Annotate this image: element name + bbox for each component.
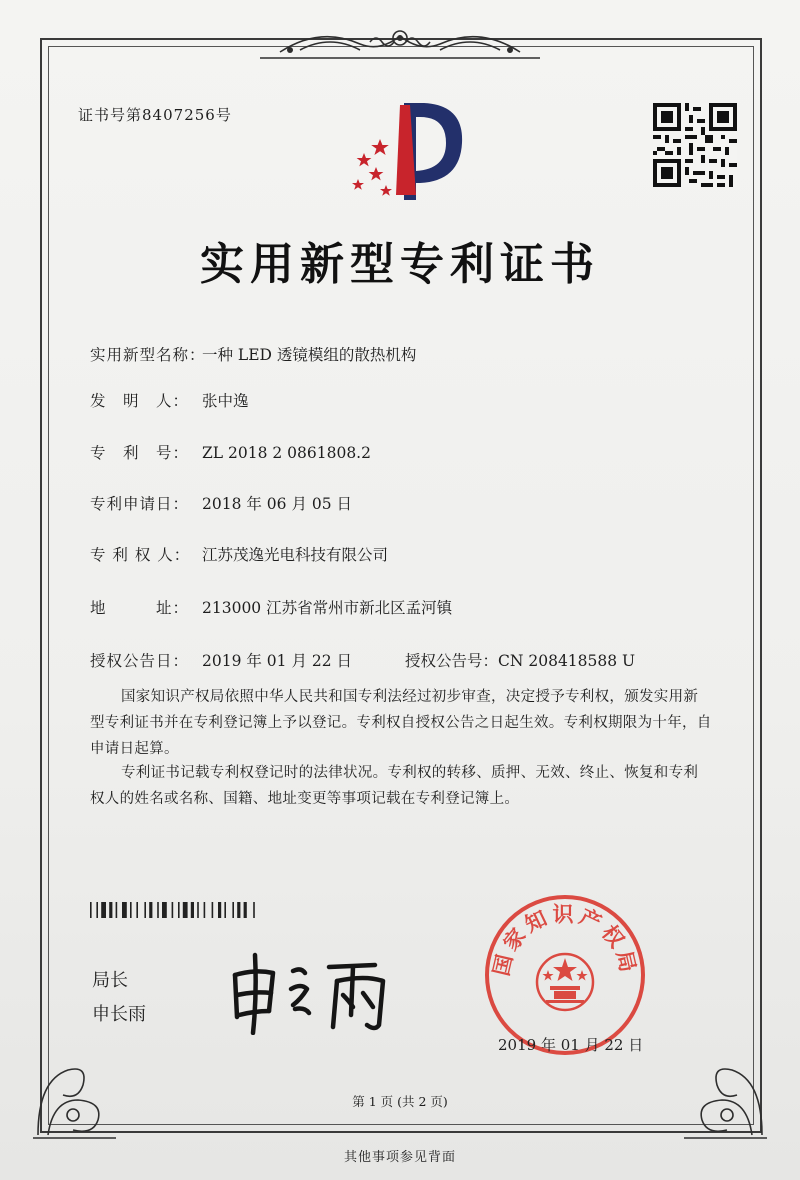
field-filing-date [90,492,352,514]
field-label: 专 利 权 人： [90,546,191,564]
certificate-title: 实用新型专利证书 [200,239,600,290]
field-value: 一种 LED 透镜模组的散热机构 [202,346,417,364]
certificate-number [78,104,232,125]
body-paragraph-2: 专利证书记载专利权登记时的法律状况。专利权的转移、质押、无效、终止、恢复和专利权人的姓名或名称、国籍、地址变更等事项记载在专利登记簿上。 [90,765,699,807]
bottom-right-ornament [682,1040,772,1140]
field-label: 专利申请日： [90,495,190,513]
field-label: 地 址： [90,599,190,617]
field-inventor [90,389,249,411]
field-value: 2019 年 01 月 22 日 [202,652,353,670]
field-grant-date [90,649,352,671]
field-patent-number [90,441,371,463]
svg-text:国家知识产权局: 国家知识产权局 [489,902,641,979]
bottom-left-ornament [28,1040,118,1140]
seal-date: 2019 年 01 月 22 日 [498,1036,644,1054]
certificate-number-value: 8407256 [142,106,216,124]
cnipa-emblem-icon [340,95,470,209]
field-value: 2018 年 06 月 05 日 [202,495,353,513]
field-utility-model-name [90,343,416,365]
field-address [90,596,452,618]
field-grant-number [405,649,635,671]
field-value: CN 208418588 U [498,652,636,670]
field-value: 江苏茂逸光电科技有限公司 [202,546,389,564]
director-signature-icon [225,945,415,1039]
barcode-icon [90,902,306,918]
page-number: 第 1 页 (共 2 页) [352,1094,448,1109]
field-label: 授权公告号： [405,652,499,670]
field-patentee [90,543,388,565]
certificate-number-label: 证书号第 [78,106,143,124]
qr-code-icon [653,103,737,187]
certificate-number-suffix: 号 [215,106,232,124]
footer-note: 其他事项参见背面 [343,1150,456,1165]
field-label: 发 明 人： [90,392,190,410]
top-ornament [260,22,540,62]
field-label: 实用新型名称： [90,346,206,364]
field-label: 授权公告日： [90,652,190,670]
director-name: 申长雨 [92,1004,146,1025]
field-value: 213000 江苏省常州市新北区孟河镇 [202,599,453,617]
body-paragraph-1: 国家知识产权局依照中华人民共和国专利法经过初步审查，决定授予专利权，颁发实用新型专利证书并在专利登记簿上予以登记。专利权自授权公告之日起生效。专利权期限为十年，自申请日起算。 [90,689,712,757]
director-title: 局长 [92,970,128,991]
field-value: ZL 2018 2 0861808.2 [202,444,371,462]
field-label: 专 利 号： [90,444,190,462]
field-value: 张中逸 [202,392,249,410]
